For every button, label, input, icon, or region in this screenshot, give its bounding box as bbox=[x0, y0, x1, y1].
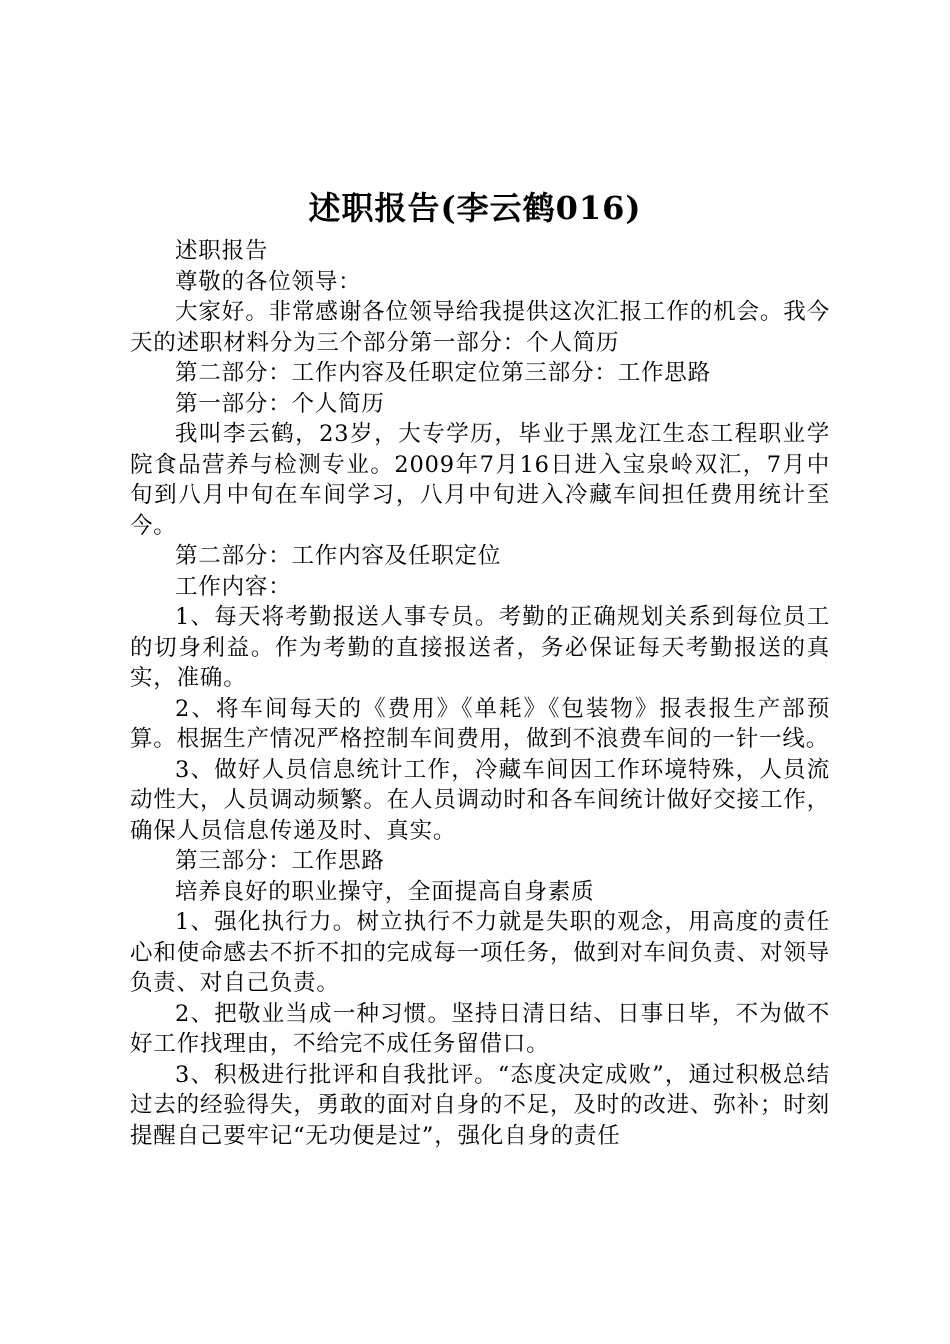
paragraph-work-item-2: 2、将车间每天的《费用》《单耗》《包装物》报表报生产部预算。根据生产情况严格控制车间费用，做到不浪费车间的一针一线。 bbox=[130, 695, 830, 752]
paragraph-work-item-1: 1、每天将考勤报送人事专员。考勤的正确规划关系到每位员工的切身利益。作为考勤的直接报送者，务必保证每天考勤报送的真实，准确。 bbox=[130, 604, 830, 691]
paragraph-approach-item-3: 3、积极进行批评和自我批评。“态度决定成败”，通过积极总结过去的经验得失，勇敢的面对自身的不足，及时的改进、弥补；时刻提醒自己要牢记“无功便是过”，强化自身的责任 bbox=[130, 1061, 830, 1149]
paragraph-work-item-3: 3、做好人员信息统计工作，冷藏车间因工作环境特殊，人员流动性大，人员调动频繁。在人员调动时和各车间统计做好交接工作，确保人员信息传递及时、真实。 bbox=[130, 756, 830, 844]
document-body bbox=[130, 236, 830, 1151]
paragraph-salutation: 尊敬的各位领导： bbox=[175, 268, 362, 295]
subheading-approach: 培养良好的职业操守，全面提高自身素质 bbox=[175, 878, 595, 905]
paragraph-outline: 第二部分：工作内容及任职定位第三部分：工作思路 bbox=[175, 360, 711, 386]
section-heading-resume: 第一部分：个人简历 bbox=[175, 390, 385, 417]
paragraph-resume: 我叫李云鹤，23岁，大专学历，毕业于黑龙江生态工程职业学院食品营养与检测专业。2009年7月16日进入宝泉岭双汇，7月中旬到八月中旬在车间学习，八月中旬进入冷藏车间担任费用统计至今。 bbox=[130, 421, 830, 539]
paragraph-approach-item-2: 2、把敬业当成一种习惯。坚持日清日结、日事日毕，不为做不好工作找理由，不给完不成任务留借口。 bbox=[130, 1000, 830, 1057]
paragraph-greeting: 大家好。非常感谢各位领导给我提供这次汇报工作的机会。我今天的述职材料分为三个部分第一部分：个人简历 bbox=[130, 299, 830, 356]
section-heading-work: 第二部分：工作内容及任职定位 bbox=[175, 543, 502, 569]
document-title: 述职报告(李云鹤016) bbox=[308, 189, 642, 227]
paragraph-approach-item-1: 1、强化执行力。树立执行不力就是失职的观念，用高度的责任心和使命感去不折不扣的完成每一项任务，做到对车间负责、对领导负责、对自己负责。 bbox=[130, 909, 830, 996]
paragraph-heading: 述职报告 bbox=[175, 238, 269, 264]
section-heading-approach: 第三部分：工作思路 bbox=[175, 848, 385, 874]
subheading-work-content: 工作内容： bbox=[175, 573, 292, 600]
